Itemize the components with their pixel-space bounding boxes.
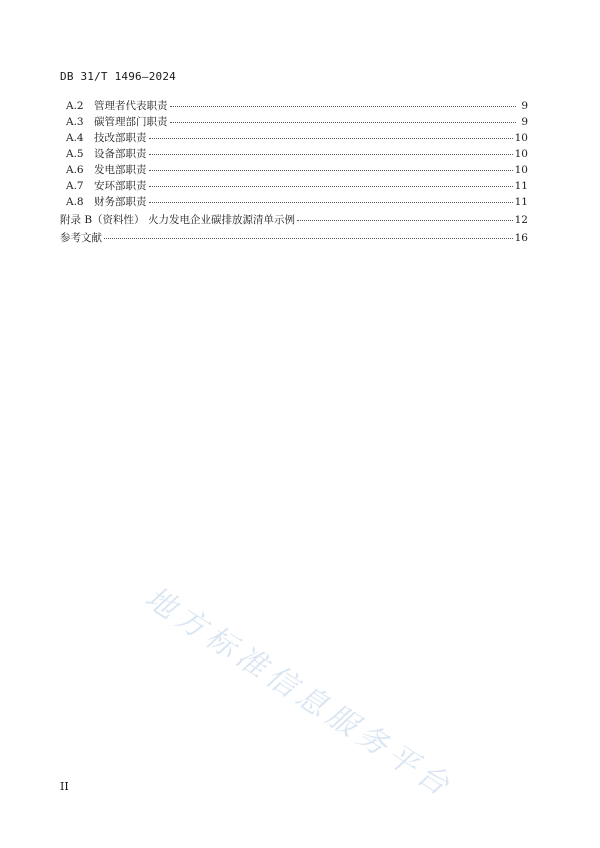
toc-entry-title: 参考文献: [60, 232, 102, 244]
toc-entry-title: 财务部职责: [94, 196, 147, 208]
document-code-header: DB 31/T 1496—2024: [60, 70, 176, 83]
toc-entry-page: 11: [514, 196, 528, 208]
toc-entry-page: 16: [514, 232, 528, 244]
watermark-text: 地方标准信息服务平台: [138, 580, 460, 806]
toc-dot-leader: [297, 220, 513, 221]
toc-entry-number: A.5: [66, 148, 84, 160]
toc-entry-page: 9: [521, 116, 528, 128]
toc-dot-leader: [104, 238, 513, 239]
toc-entry-number: A.2: [66, 100, 84, 112]
toc-entry-number: A.4: [66, 132, 84, 144]
toc-entry-title: 安环部职责: [94, 180, 147, 192]
toc-entry-a2[interactable]: [66, 98, 528, 113]
toc-dot-leader: [149, 202, 513, 203]
toc-entry-title: 管理者代表职责: [94, 100, 168, 112]
toc-entry-number: A.3: [66, 116, 84, 128]
toc-entry-title: 火力发电企业碳排放源清单示例: [148, 214, 295, 226]
toc-dot-leader: [149, 154, 513, 155]
toc-entry-title: 技改部职责: [94, 132, 147, 144]
toc-dot-leader: [170, 122, 517, 123]
toc-entry-page: 10: [514, 148, 528, 160]
toc-entry-number: 附录 B（资料性）: [60, 214, 145, 226]
toc-entry-appendix-b[interactable]: [60, 212, 528, 227]
toc-entry-references[interactable]: [60, 230, 528, 245]
toc-entry-a5[interactable]: [66, 146, 528, 161]
toc-entry-page: 11: [514, 180, 528, 192]
toc-dot-leader: [149, 138, 513, 139]
toc-entry-a4[interactable]: [66, 130, 528, 145]
toc-dot-leader: [149, 186, 513, 187]
toc-entry-number: A.6: [66, 164, 84, 176]
toc-entry-a6[interactable]: [66, 162, 528, 177]
toc-dot-leader: [170, 106, 517, 107]
toc-entry-number: A.8: [66, 196, 84, 208]
toc-entry-a3[interactable]: [66, 114, 528, 129]
toc-entry-title: 发电部职责: [94, 164, 147, 176]
toc-dot-leader: [149, 170, 513, 171]
toc-entry-number: A.7: [66, 180, 84, 192]
toc-entry-a8[interactable]: [66, 194, 528, 209]
toc-entry-title: 设备部职责: [94, 148, 147, 160]
toc-entry-title: 碳管理部门职责: [94, 116, 168, 128]
toc-entry-page: 9: [521, 100, 528, 112]
toc-entry-page: 10: [514, 164, 528, 176]
toc-entry-a7[interactable]: [66, 178, 528, 193]
toc-entry-page: 12: [514, 214, 528, 226]
page-number-footer: II: [60, 780, 69, 793]
toc-entry-page: 10: [514, 132, 528, 144]
